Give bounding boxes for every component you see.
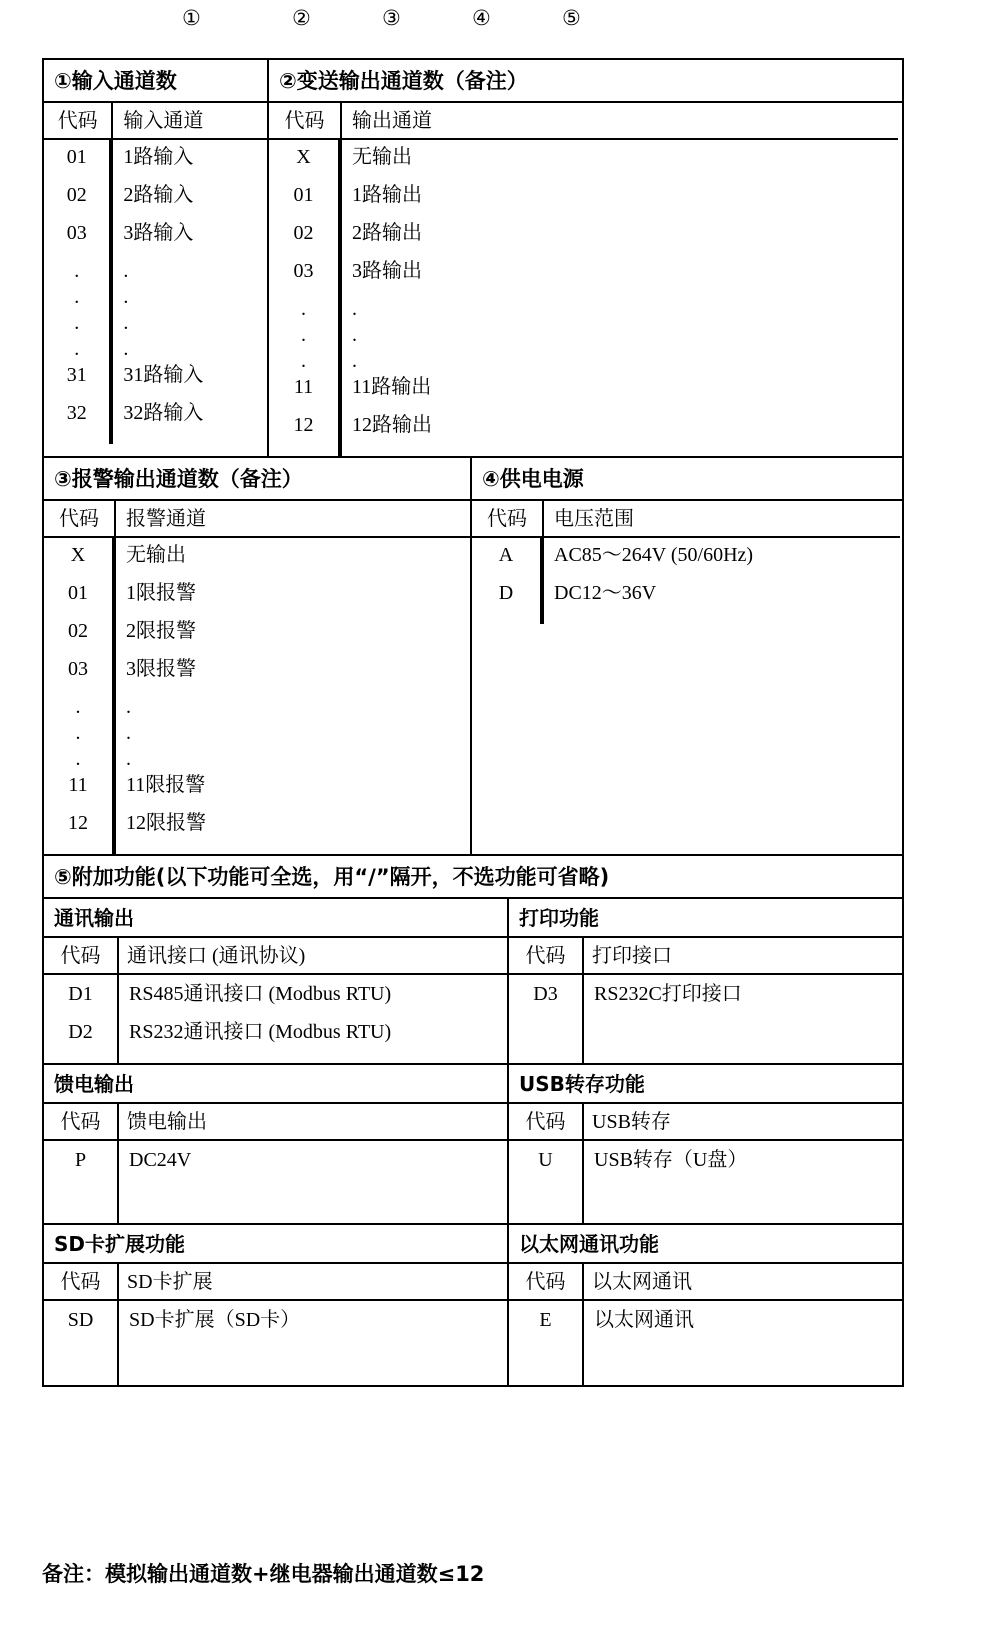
- code-cell: 02: [68, 620, 88, 642]
- section-3-code-col: [44, 501, 116, 854]
- group-codes-communication: [44, 975, 119, 1065]
- code-cell: .: [75, 748, 81, 770]
- desc-cell: 1限报警: [126, 582, 196, 604]
- marker-2: ②: [292, 6, 311, 30]
- section-1-2-body: [44, 103, 902, 458]
- section-4-code-col: [472, 501, 544, 624]
- section-1-title: ①输入通道数: [44, 60, 269, 103]
- section-4-body: [472, 501, 902, 856]
- code-cell: 03: [293, 260, 314, 282]
- section-3-descs: [116, 538, 470, 854]
- group-desc-header-usb: USB转存: [584, 1104, 902, 1141]
- code-cell: .: [74, 338, 80, 360]
- code-cell: 12: [293, 414, 314, 436]
- code-cell: 03: [66, 222, 87, 244]
- group-descs-ethernet: [584, 1301, 902, 1385]
- desc-cell: .: [126, 748, 131, 770]
- marker-row: [0, 6, 990, 46]
- code-cell: .: [75, 696, 81, 718]
- section-2-desc-header: 输出通道: [342, 103, 898, 140]
- group-title-sd-card: SD卡扩展功能: [44, 1225, 509, 1264]
- section-1-code-header: 代码: [44, 103, 111, 140]
- desc-cell: 2限报警: [126, 620, 196, 642]
- code-cell: D1: [68, 983, 93, 1005]
- code-cell: 01: [66, 146, 87, 168]
- code-cell: D: [498, 582, 514, 604]
- group-code-header-power-feed: 代码: [44, 1104, 119, 1141]
- desc-cell: .: [126, 696, 131, 718]
- code-cell: D2: [68, 1021, 93, 1043]
- marker-1: ①: [182, 6, 201, 30]
- section-1-descs: [113, 140, 267, 444]
- marker-4: ④: [472, 6, 491, 30]
- spec-table: [42, 58, 904, 1387]
- desc-cell: 无输出: [352, 146, 412, 168]
- desc-cell: USB转存（U盘）: [594, 1149, 748, 1171]
- section-4-title: ④供电电源: [472, 458, 902, 501]
- code-cell: 02: [66, 184, 87, 206]
- marker-5: ⑤: [562, 6, 581, 30]
- code-cell: X: [70, 544, 86, 566]
- section-4-descs: [544, 538, 900, 624]
- section-5-title-row: [44, 856, 902, 899]
- section-5-group-body-3: [44, 1301, 902, 1385]
- group-title-ethernet: 以太网通讯功能: [509, 1225, 902, 1264]
- group-descs-communication: [119, 975, 509, 1065]
- group-desc-header-communication: 通讯接口 (通讯协议): [119, 938, 509, 975]
- section-1-2-titles: [44, 60, 902, 103]
- section-5-group-body-1: [44, 975, 902, 1065]
- desc-cell: .: [123, 338, 129, 360]
- code-cell: 02: [293, 222, 314, 244]
- desc-cell: RS232C打印接口: [594, 983, 742, 1005]
- desc-cell: 1路输入: [123, 146, 194, 168]
- section-3-4-titles: [44, 458, 902, 501]
- group-desc-header-ethernet: 以太网通讯: [584, 1264, 902, 1301]
- group-title-print: 打印功能: [509, 899, 902, 938]
- section-2-code-header: 代码: [269, 103, 340, 140]
- section-5-title: ⑤附加功能(以下功能可全选，用“/”隔开，不选功能可省略): [44, 856, 902, 899]
- desc-cell: 3限报警: [126, 658, 196, 680]
- desc-cell: 3路输出: [352, 260, 422, 282]
- code-cell: 11: [293, 376, 314, 398]
- code-cell: 12: [68, 812, 88, 834]
- section-3-4-body: [44, 501, 902, 856]
- group-codes-print: [509, 975, 584, 1065]
- section-1-desc-header: 输入通道: [113, 103, 267, 140]
- section-5-group-names-2: [44, 1065, 902, 1104]
- code-cell: 01: [293, 184, 314, 206]
- group-code-header-print: 代码: [509, 938, 584, 975]
- desc-cell: DC12～36V: [554, 582, 657, 604]
- group-desc-header-print: 打印接口: [584, 938, 902, 975]
- code-cell: .: [75, 722, 81, 744]
- section-3-body: [44, 501, 472, 856]
- desc-cell: 32路输入: [123, 402, 204, 424]
- section-3-title: ③报警输出通道数（备注）: [44, 458, 472, 501]
- marker-3: ③: [382, 6, 401, 30]
- group-descs-power-feed: [119, 1141, 509, 1225]
- section-5-group-headers-1: [44, 938, 902, 975]
- group-code-header-usb: 代码: [509, 1104, 584, 1141]
- group-descs-usb: [584, 1141, 902, 1225]
- desc-cell: 12限报警: [126, 812, 206, 834]
- desc-cell: 11限报警: [126, 774, 206, 796]
- group-desc-header-sd-card: SD卡扩展: [119, 1264, 509, 1301]
- section-3-desc-col: [116, 501, 470, 854]
- code-cell: U: [538, 1149, 553, 1171]
- code-cell: .: [301, 324, 306, 346]
- group-descs-sd-card: [119, 1301, 509, 1385]
- section-1-desc-col: [113, 103, 267, 444]
- group-codes-sd-card: [44, 1301, 119, 1385]
- section-5-group-body-2: [44, 1141, 902, 1225]
- group-descs-print: [584, 975, 902, 1065]
- section-2-descs: [342, 140, 898, 456]
- section-4-desc-col: [544, 501, 900, 624]
- group-title-power-feed: 馈电输出: [44, 1065, 509, 1104]
- desc-cell: 2路输入: [123, 184, 194, 206]
- desc-cell: .: [126, 722, 131, 744]
- code-cell: D3: [533, 983, 558, 1005]
- section-3-codes: [44, 538, 114, 854]
- code-cell: 31: [66, 364, 87, 386]
- code-cell: E: [539, 1309, 552, 1331]
- section-2-title: ②变送输出通道数（备注）: [269, 60, 902, 103]
- group-code-header-communication: 代码: [44, 938, 119, 975]
- group-codes-ethernet: [509, 1301, 584, 1385]
- desc-cell: 1路输出: [352, 184, 422, 206]
- desc-cell: .: [352, 324, 357, 346]
- group-codes-usb: [509, 1141, 584, 1225]
- code-cell: 01: [68, 582, 88, 604]
- group-code-header-sd-card: 代码: [44, 1264, 119, 1301]
- code-cell: X: [296, 146, 311, 168]
- code-cell: 11: [68, 774, 88, 796]
- desc-cell: .: [123, 260, 129, 282]
- section-5-group-headers-2: [44, 1104, 902, 1141]
- desc-cell: 31路输入: [123, 364, 204, 386]
- code-cell: A: [498, 544, 514, 566]
- code-cell: 03: [68, 658, 88, 680]
- desc-cell: 2路输出: [352, 222, 422, 244]
- section-5-group-names-3: [44, 1225, 902, 1264]
- desc-cell: 以太网通讯: [594, 1309, 694, 1331]
- desc-cell: 无输出: [126, 544, 186, 566]
- desc-cell: .: [123, 286, 129, 308]
- desc-cell: SD卡扩展（SD卡）: [129, 1309, 301, 1331]
- section-3-desc-header: 报警通道: [116, 501, 470, 538]
- desc-cell: DC24V: [129, 1149, 192, 1171]
- code-cell: .: [74, 260, 80, 282]
- section-4-desc-header: 电压范围: [544, 501, 900, 538]
- desc-cell: .: [123, 312, 129, 334]
- desc-cell: 3路输入: [123, 222, 194, 244]
- section-1-codes: [44, 140, 111, 444]
- section-2-code-col: [269, 103, 342, 456]
- section-4-code-header: 代码: [472, 501, 542, 538]
- section-3-code-header: 代码: [44, 501, 114, 538]
- section-1-code-col: [44, 103, 113, 444]
- code-cell: 32: [66, 402, 87, 424]
- desc-cell: AC85～264V (50/60Hz): [554, 544, 754, 566]
- code-cell: .: [74, 286, 80, 308]
- code-cell: SD: [67, 1309, 94, 1331]
- code-cell: .: [301, 298, 306, 320]
- group-title-communication: 通讯输出: [44, 899, 509, 938]
- group-title-usb: USB转存功能: [509, 1065, 902, 1104]
- desc-cell: .: [352, 350, 357, 372]
- code-cell: .: [301, 350, 306, 372]
- section-2-codes: [269, 140, 340, 456]
- group-code-header-ethernet: 代码: [509, 1264, 584, 1301]
- section-4-codes: [472, 538, 542, 624]
- desc-cell: 11路输出: [352, 376, 432, 398]
- section-5-group-names-1: [44, 899, 902, 938]
- section-1-body: [44, 103, 269, 458]
- section-5-group-headers-3: [44, 1264, 902, 1301]
- code-cell: P: [74, 1149, 87, 1171]
- section-2-desc-col: [342, 103, 898, 456]
- footnote: 备注：模拟输出通道数+继电器输出通道数≤12: [42, 1562, 485, 1586]
- code-cell: .: [74, 312, 80, 334]
- group-desc-header-power-feed: 馈电输出: [119, 1104, 509, 1141]
- group-codes-power-feed: [44, 1141, 119, 1225]
- desc-cell: .: [352, 298, 357, 320]
- desc-cell: RS232通讯接口 (Modbus RTU): [129, 1021, 392, 1043]
- desc-cell: RS485通讯接口 (Modbus RTU): [129, 983, 392, 1005]
- section-2-body: [269, 103, 902, 458]
- desc-cell: 12路输出: [352, 414, 432, 436]
